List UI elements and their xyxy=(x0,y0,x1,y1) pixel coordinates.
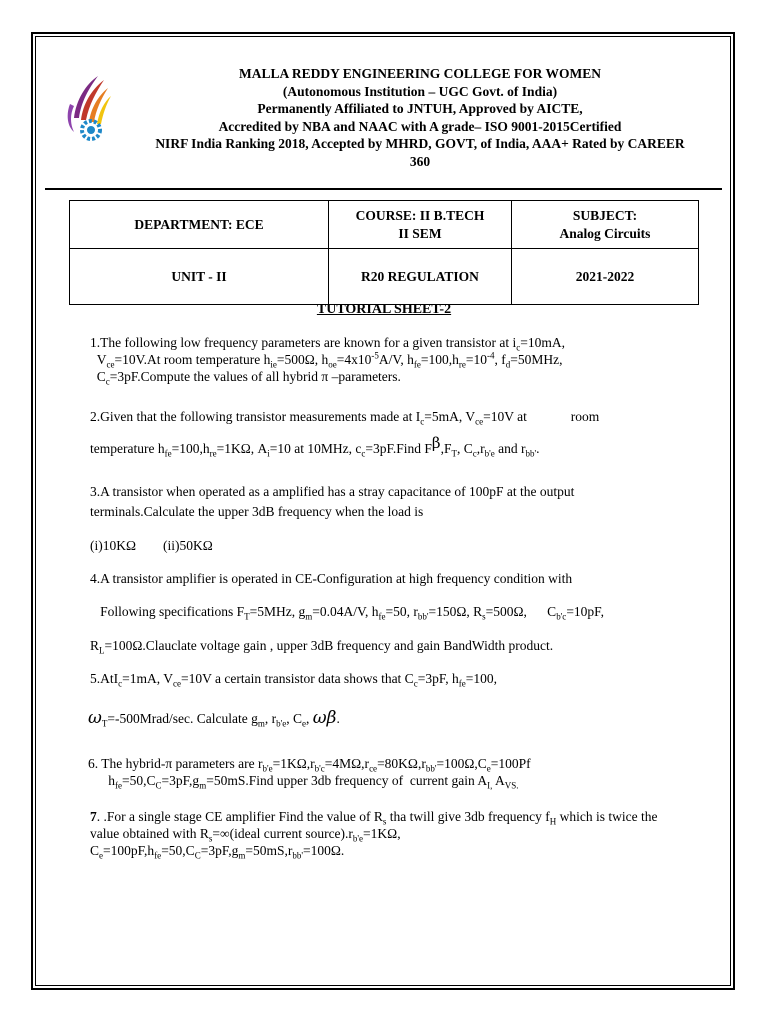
subject-label: SUBJECT: xyxy=(572,207,638,223)
course-info-table xyxy=(69,200,699,305)
course-line: II SEM xyxy=(398,225,442,241)
header-line: MALLA REDDY ENGINEERING COLLEGE FOR WOMEN xyxy=(239,66,601,81)
college-logo xyxy=(58,74,116,142)
question-4-line1: 4.A transistor amplifier is operated in CE-Configuration at high frequency condition with xyxy=(90,571,573,586)
subject-cell xyxy=(512,201,699,249)
college-header xyxy=(110,65,730,170)
question-4-line2: Following specifications $F_T=5MHz$, $g_m=0.04A/V$, $h_{fe}=50$, $r_{bb'}=150\Omega$, $R_s=500\Omega$, $C_{b'c}=10pF$, xyxy=(90,604,604,622)
question-6: 6. The hybrid-π parameters are $r_{b'e}=1K\Omega,r_{b'c}=4M\Omega,r_{ce}=80K\Omega,r_{bb'}=100\Omega,C_e=100Pf$ $h_{fe}=50,C_C=3pF,g_m=50mS.Find$ upper 3db frequency of current gain $A_{I,}$ $A_{VS.}$ xyxy=(88,756,531,791)
question-7: 7. .For a single stage CE amplifier Find the value of $R_s$ tha twill give 3db frequency $f_H$ which is twice the value obtained with $R_s=\infty(ideal$ current $source).r_{b'e}=1K\Omega$, $C_e=100pF,h_{fe}=50,C_C=3pF,g_m=50mS,r_{bb'}=100\Omega$. xyxy=(90,809,658,861)
question-4-line3: $R_L=100\Omega.Clauclate$ voltage gain , upper 3dB frequency and gain BandWidth product. xyxy=(90,638,554,656)
question-5-line2: $\omega_T=-500Mrad/\sec$. Calculate $g_m$, $r_{b'e}$, $C_e$, ωβ. xyxy=(88,708,340,729)
question-2-cont: temperature $h_{fe}=100,h_{re}=1K\Omega$, $A_i=10$ at 10MHz, $c_c=3pF.Find$ $F\beta,F_T$, $C_c,r_{b'e}$ and $r_{bb'}$. xyxy=(90,434,540,459)
question-3-options: (i)10KΩ (ii)50KΩ xyxy=(90,538,213,553)
header-divider xyxy=(45,188,722,190)
question-5-line1: 5.AtI$_c$=1mA, $V_{ce}=10V$ a certain transistor data shows that $C_c=3pF$, $h_{fe}=100$, xyxy=(90,671,497,689)
year-cell: 2021-2022 xyxy=(512,249,699,305)
question-1: 1.The following low frequency parameters are known for a given transistor at $i_c=10mA$, $V_{ce}=10V.At$ room temperature $h_{ie}=500\Omega$, $h_{oe}=4x10^{-5}A/V$, $h_{fe}=100,h_{re}=10^{-4}$, $f_d=50MHz$, $C_c=3pF.Compute$ the values of all hybrid π –parameters. xyxy=(90,335,565,387)
department-cell: DEPARTMENT: ECE xyxy=(70,201,329,249)
question-2: 2.Given that the following transistor measurements made at $I_c=5mA$, $V_{ce}=10V$ at room xyxy=(90,409,600,427)
header-line: Permanently Affiliated to JNTUH, Approved by AICTE, xyxy=(257,101,583,116)
unit-cell: UNIT - II xyxy=(70,249,329,305)
question-3-line1: 3.A transistor when operated as a amplified has a stray capacitance of 100pF at the output xyxy=(90,484,575,499)
header-line: 360 xyxy=(409,153,431,169)
sheet-title: TUTORIAL SHEET-2 xyxy=(316,302,452,317)
subject-name: Analog Circuits xyxy=(559,225,651,241)
header-line: (Autonomous Institution – UGC Govt. of India) xyxy=(282,83,558,99)
header-line: Accredited by NBA and NAAC with A grade– ISO 9001-2015Certified xyxy=(218,118,622,134)
course-cell xyxy=(329,201,512,249)
question-3-line2: terminals.Calculate the upper 3dB frequency when the load is xyxy=(90,504,424,519)
regulation-cell: R20 REGULATION xyxy=(329,249,512,305)
header-line: NIRF India Ranking 2018, Accepted by MHRD, GOVT, of India, AAA+ Rated by CAREER xyxy=(155,136,685,151)
course-line: COURSE: II B.TECH xyxy=(355,207,485,223)
